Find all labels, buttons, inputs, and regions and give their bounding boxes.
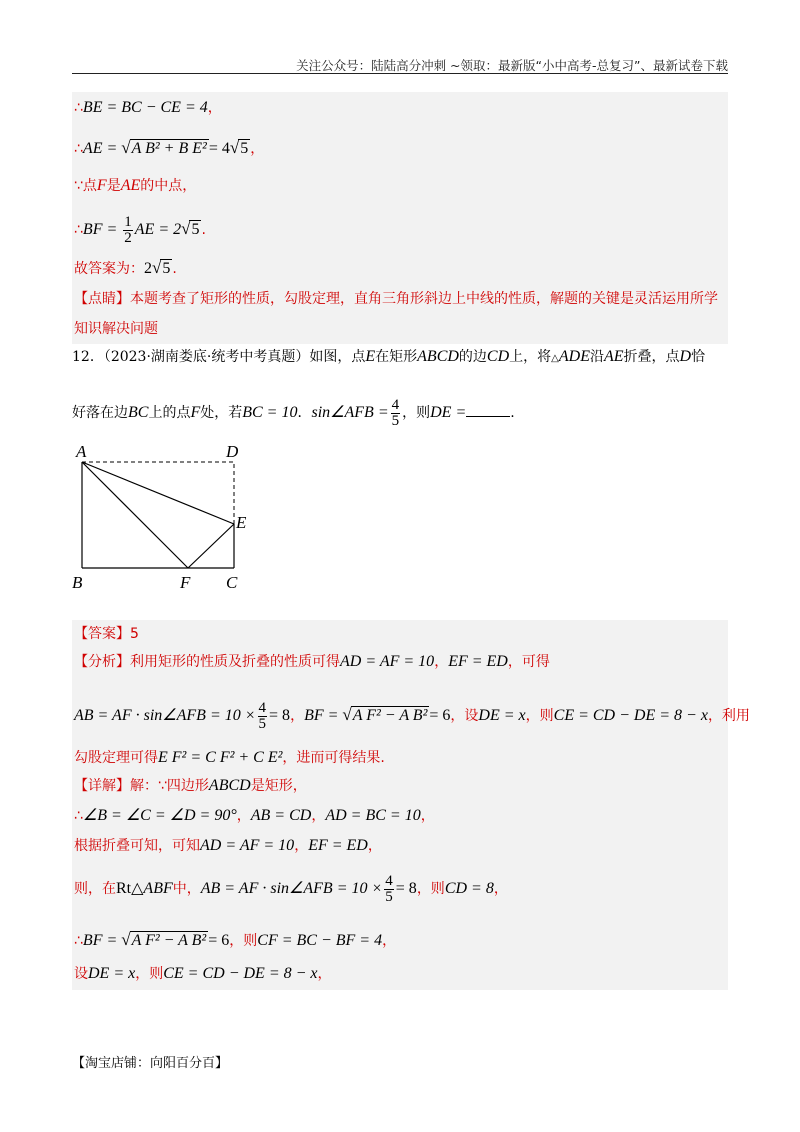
comment-line-2: 知识解决问题 bbox=[74, 321, 158, 337]
label-f: F bbox=[180, 573, 191, 592]
segment-af bbox=[82, 462, 188, 568]
question-12-line-1: 12．（2023·湖南娄底·统考中考真题）如图，点E在矩形ABCD的边CD上，将△ADE沿AE折叠，点D恰 bbox=[72, 348, 706, 365]
answer-box bbox=[72, 620, 750, 990]
label-d: D bbox=[226, 442, 239, 461]
detail-line-2: ∴∠B = ∠C = ∠D = 90°，AB = CD，AD = BC = 10， bbox=[74, 807, 435, 824]
prev-line-4: ∴BF = $\frac{1}{2}$ AE = 2√5 . bbox=[74, 213, 206, 246]
fraction-four-fifths: $\frac{4}{5}$ bbox=[391, 396, 400, 429]
label-b: B bbox=[72, 573, 83, 592]
comment-line-1: 【点睛】本题考查了矩形的性质，勾股定理，直角三角形斜边上中线的性质，解题的关键是灵活运用所学 bbox=[74, 291, 718, 307]
segment-ae bbox=[82, 462, 234, 524]
answer-line: 【答案】5 bbox=[74, 626, 139, 642]
prev-line-3: ∵点F是AE的中点， bbox=[74, 177, 197, 194]
question-12-line-2: 好落在边BC上的点F处，若BC = 10．sin∠AFB = $\frac{4}{5}$ ，则DE = . bbox=[72, 396, 515, 429]
page-footer: 【淘宝店铺：向阳百分百】 bbox=[72, 1056, 229, 1071]
label-e: E bbox=[236, 513, 247, 532]
prev-line-5: 故答案为：2√5 . bbox=[74, 258, 177, 277]
geometry-figure bbox=[68, 440, 258, 595]
answer-blank bbox=[466, 402, 510, 417]
label-a: A bbox=[76, 442, 87, 461]
segment-fe bbox=[188, 524, 234, 568]
detail-line-6: 设DE = x，则CE = CD − DE = 8 − x， bbox=[74, 965, 332, 982]
analysis-line-2: AB = AF · sin∠AFB = 10 × $\frac{4}{5}$ = 8，BF = √A F² − A B² = 6，设DE = x，则CE = CD − DE = 8 − x，利用 bbox=[74, 699, 750, 732]
detail-line-5: ∴BF = √A F² − A B² = 6，则CF = BC − BF = 4， bbox=[74, 930, 397, 949]
prev-solution-box bbox=[72, 92, 728, 344]
label-c: C bbox=[226, 573, 238, 592]
analysis-line-1: 【分析】利用矩形的性质及折叠的性质可得AD = AF = 10，EF = ED，可得 bbox=[74, 653, 550, 670]
detail-line-3: 根据折叠可知，可知AD = AF = 10，EF = ED， bbox=[74, 837, 382, 854]
detail-line-4: 则，在Rt△ABF中，AB = AF · sin∠AFB = 10 × $\frac{4}{5}$ = 8，则CD = 8， bbox=[74, 872, 508, 905]
fraction-four-fifths: $\frac{4}{5}$ bbox=[258, 699, 267, 732]
page-header: 关注公众号：陆陆高分冲刺 ~领取：最新版“小中高考-总复习”、最新试卷下载 bbox=[296, 58, 728, 73]
fraction-four-fifths: $\frac{4}{5}$ bbox=[385, 872, 393, 905]
detail-line-1: 【详解】解：∵四边形ABCD是矩形， bbox=[74, 777, 307, 794]
analysis-line-3: 勾股定理可得E F² = C F² + C E²，进而可得结果. bbox=[74, 749, 385, 766]
header-rule bbox=[72, 73, 728, 74]
prev-line-2: ∴AE = √A B² + B E² = 4√5 ， bbox=[74, 138, 265, 157]
fraction-one-half: $\frac{1}{2}$ bbox=[124, 213, 132, 246]
prev-line-1: ∴BE = BC − CE = 4， bbox=[74, 99, 222, 116]
